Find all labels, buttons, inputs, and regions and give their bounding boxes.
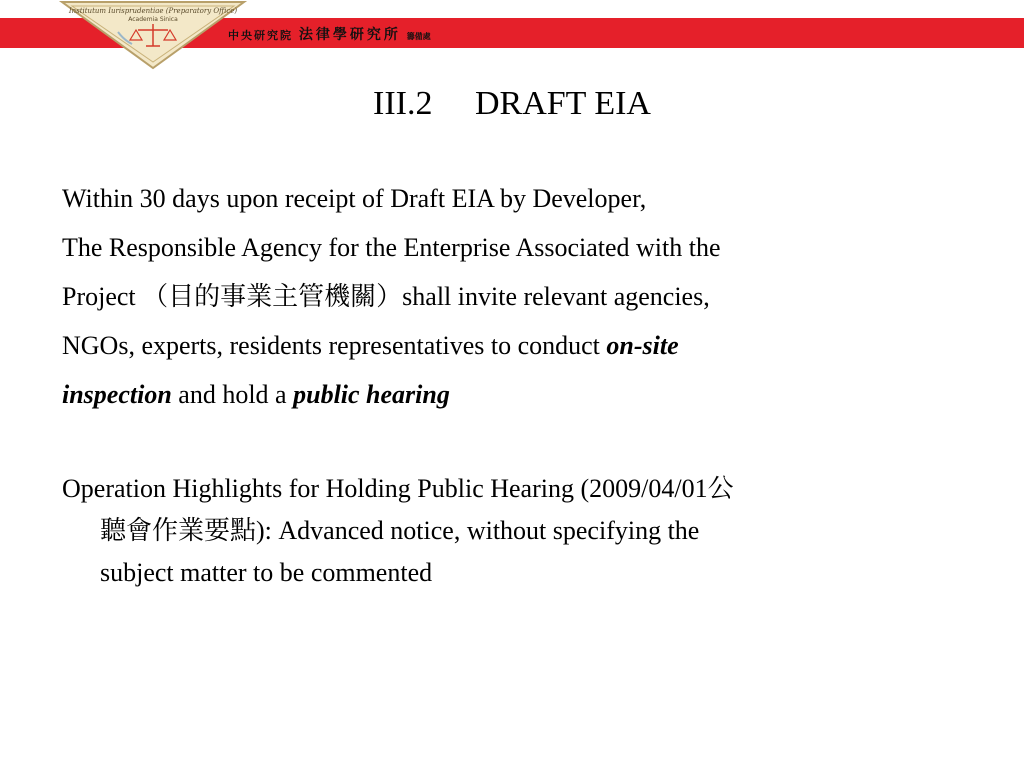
- body-line-3-a: Project: [62, 282, 136, 311]
- header-org-main: 法律學研究所: [298, 27, 401, 43]
- body-line-4-a: NGOs, experts, residents representatives to conduct: [62, 331, 607, 360]
- body-line-3-chinese: （目的事業主管機關）: [142, 282, 403, 311]
- header-org-name: [228, 24, 431, 44]
- body-line-1: Within 30 days upon receipt of Draft EIA by Developer,: [62, 184, 647, 213]
- header-org-suffix: 籌備處: [406, 32, 431, 41]
- body-line-3: [62, 272, 982, 321]
- emphasis-on-site: on-site: [606, 331, 679, 360]
- body-line-4: [62, 321, 982, 370]
- logo-top-text: Institutum Iurisprudentiae (Preparatory Office): [68, 7, 238, 15]
- emphasis-inspection: inspection: [62, 380, 172, 409]
- highlights-paragraph: [62, 468, 962, 594]
- emphasis-public-hearing: public hearing: [293, 380, 450, 409]
- title-number: III.2: [373, 85, 433, 122]
- header-org-prefix: 中央研究院: [228, 29, 293, 42]
- body-line-5: [62, 370, 982, 419]
- logo-sub-text: Academia Sinica: [128, 16, 178, 23]
- highlights-line-2-text: ): Advanced notice, without specifying the: [256, 516, 700, 545]
- highlights-line-3: subject matter to be commented: [100, 558, 433, 587]
- body-line-5-b: and hold a: [171, 380, 294, 409]
- highlights-line-2-chinese: 聽會作業要點: [100, 516, 257, 545]
- body-line-3-c: shall invite relevant agencies,: [402, 282, 710, 311]
- body-text: [62, 174, 982, 419]
- body-line-2: The Responsible Agency for the Enterprise Associated with the: [62, 233, 721, 262]
- highlights-line-2: [62, 510, 962, 552]
- institute-logo: [58, 0, 248, 70]
- highlights-line-1: Operation Highlights for Holding Public Hearing (2009/04/01公: [62, 474, 734, 503]
- slide-title: [0, 84, 1024, 124]
- title-text: DRAFT EIA: [474, 85, 651, 122]
